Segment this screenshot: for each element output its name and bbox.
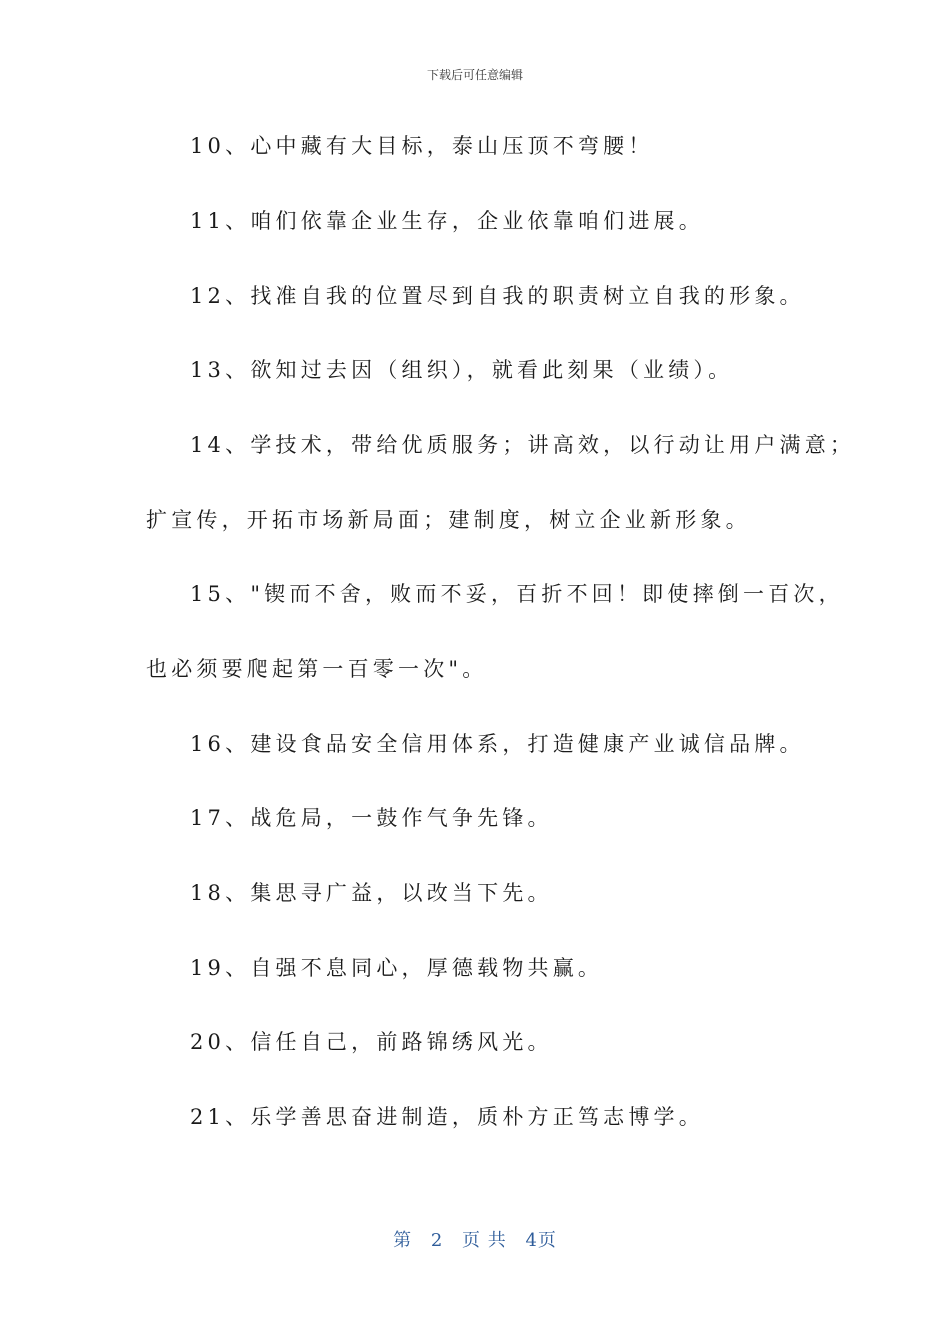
footer-total-pages: 4页 [525, 1230, 557, 1251]
page-footer [0, 1226, 950, 1252]
text-line: 10、心中藏有大目标，泰山压顶不弯腰！ [190, 134, 654, 158]
text-line: 15、"锲而不舍，败而不妥，百折不回！即使摔倒一百次， [190, 582, 844, 606]
footer-current-page: 2 [430, 1230, 444, 1251]
text-line: 21、乐学善思奋进制造，质朴方正笃志博学。 [190, 1105, 704, 1129]
footer-prefix: 第 [393, 1230, 413, 1251]
text-line: 17、战危局，一鼓作气争先锋。 [190, 806, 553, 830]
footer-middle: 页 共 [462, 1230, 507, 1251]
text-line: 16、建设食品安全信用体系，打造健康产业诚信品牌。 [190, 732, 805, 756]
text-line: 19、自强不息同心，厚德载物共赢。 [190, 956, 604, 980]
text-line: 18、集思寻广益，以改当下先。 [190, 881, 553, 905]
text-line: 11、咱们依靠企业生存，企业依靠咱们进展。 [190, 209, 704, 233]
page-header: 下载后可任意编辑 [426, 68, 523, 82]
text-line: 扩宣传，开拓市场新局面；建制度，树立企业新形象。 [146, 508, 751, 532]
text-line: 也必须要爬起第一百零一次"。 [146, 657, 488, 681]
text-line: 20、信任自己，前路锦绣风光。 [190, 1030, 553, 1054]
text-line: 14、学技术，带给优质服务；讲高效，以行动让用户满意； [190, 433, 856, 457]
text-line: 12、找准自我的位置尽到自我的职责树立自我的形象。 [190, 284, 805, 308]
text-line: 13、欲知过去因（组织），就看此刻果（业绩）。 [190, 358, 734, 382]
